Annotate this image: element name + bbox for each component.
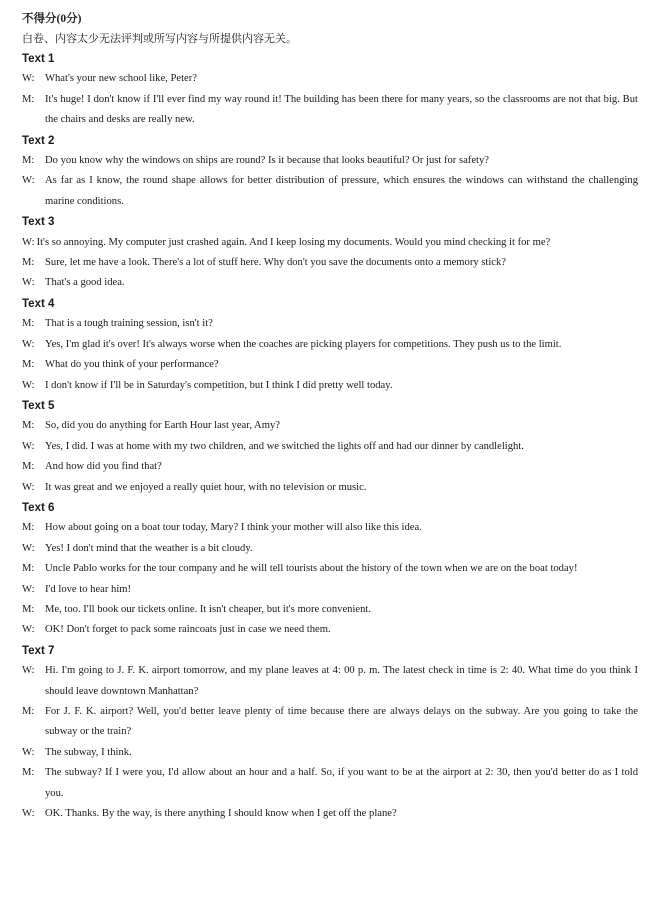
dialogue-line [22, 478, 638, 498]
dialogue-text: Me, too. I'll book our tickets online. It isn't cheaper, but it's more convenient. [45, 603, 371, 615]
dialogue-line [22, 539, 638, 559]
text-title: Text 4 [22, 297, 55, 310]
dialogue-text: Sure, let me have a look. There's a lot of stuff here. Why don't you save the documents onto a memory stick? [45, 257, 506, 269]
text-section [22, 131, 638, 213]
dialogue-line [22, 90, 638, 131]
dialogue-line [22, 233, 638, 253]
speaker-label: W: [22, 440, 35, 452]
text-section [22, 49, 638, 131]
speaker-label: M: [22, 603, 35, 615]
dialogue-text: It's so annoying. My computer just crashed again. And I keep losing my documents. Would you mind checking it for me? [36, 236, 551, 248]
dialogue-text: It's huge! I don't know if I'll ever find my way round it! The building has been there for many years, so the classrooms are not that big. But the chairs and desks are really new. [45, 93, 638, 126]
dialogue-text: Yes, I did. I was at home with my two children, and we switched the lights off and had our dinner by candlelight. [45, 440, 524, 452]
dialogue-line [22, 253, 638, 273]
speaker-label: W: [22, 379, 35, 391]
dialogue-text: As far as I know, the round shape allows for better distribution of pressure, which ensures the windows can withstand the challenging marine conditions. [45, 175, 638, 207]
dialogue-text: And how did you find that? [45, 461, 162, 473]
score-note: 白卷、内容太少无法评判或所写内容与所提供内容无关。 [22, 33, 297, 45]
speaker-label: W: [22, 542, 35, 554]
speaker-label: W: [22, 236, 35, 248]
speaker-label: W: [22, 277, 35, 289]
dialogue-line [22, 559, 638, 579]
speaker-label: W: [22, 481, 35, 493]
speaker-label: W: [22, 583, 35, 595]
dialogue-line [22, 69, 638, 89]
dialogue-line [22, 273, 638, 293]
speaker-label: M: [22, 563, 35, 575]
dialogue-text: What's your new school like, Peter? [45, 73, 197, 85]
dialogue-text: Do you know why the windows on ships are round? Is it because that looks beautiful? Or just for safety? [45, 155, 489, 167]
text-section [22, 396, 638, 498]
speaker-label: W: [22, 746, 35, 758]
dialogue-text: For J. F. K. airport? Well, you'd better leave plenty of time because there are always delays on the subway. Are you going to take the subway or the train? [45, 706, 638, 738]
dialogue-line [22, 171, 638, 212]
text-title: Text 1 [22, 53, 55, 65]
speaker-label: M: [22, 359, 35, 371]
dialogue-text: How about going on a boat tour today, Mary? I think your mother will also like this idea. [45, 522, 422, 534]
text-title: Text 5 [22, 399, 55, 412]
speaker-label: M: [22, 706, 35, 717]
dialogue-line [22, 661, 638, 702]
text-section [22, 498, 638, 641]
dialogue-line [22, 743, 638, 763]
text-section [22, 641, 638, 825]
dialogue-text: Yes! I don't mind that the weather is a bit cloudy. [45, 542, 253, 554]
dialogue-text: So, did you do anything for Earth Hour last year, Amy? [45, 420, 280, 432]
text-title: Text 7 [22, 644, 55, 657]
speaker-label: M: [22, 767, 35, 779]
transcript [22, 49, 638, 824]
dialogue-text: OK. Thanks. By the way, is there anything I should know when I get off the plane? [45, 808, 397, 820]
dialogue-text: The subway, I think. [45, 746, 132, 758]
speaker-label: M: [22, 420, 35, 432]
speaker-label: M: [22, 522, 35, 534]
dialogue-line [22, 620, 638, 640]
dialogue-text: I don't know if I'll be in Saturday's competition, but I think I did pretty well today. [45, 379, 393, 391]
dialogue-line [22, 355, 638, 375]
dialogue-line [22, 600, 638, 620]
speaker-label: W: [22, 73, 35, 85]
dialogue-line [22, 314, 638, 334]
text-section [22, 212, 638, 294]
speaker-label: M: [22, 93, 35, 105]
text-title: Text 2 [22, 134, 55, 147]
speaker-label: W: [22, 175, 35, 187]
speaker-label: W: [22, 624, 35, 636]
speaker-label: M: [22, 461, 35, 473]
dialogue-text: I'd love to hear him! [45, 583, 132, 595]
dialogue-line [22, 416, 638, 436]
dialogue-text: It was great and we enjoyed a really quiet hour, with no television or music. [45, 481, 367, 493]
dialogue-line [22, 702, 638, 743]
speaker-label: W: [22, 338, 35, 350]
dialogue-line [22, 376, 638, 396]
text-title: Text 3 [22, 216, 55, 229]
dialogue-text: Uncle Pablo works for the tour company and he will tell tourists about the history of the town when we are on the boat today! [45, 563, 578, 575]
dialogue-line [22, 763, 638, 804]
dialogue-line [22, 518, 638, 538]
dialogue-text: That's a good idea. [45, 277, 125, 289]
text-title: Text 6 [22, 501, 55, 514]
dialogue-text: What do you think of your performance? [45, 359, 219, 371]
speaker-label: W: [22, 808, 35, 820]
dialogue-text: Yes, I'm glad it's over! It's always worse when the coaches are picking players for competitions. They push us to the limit. [45, 338, 562, 350]
dialogue-line [22, 151, 638, 171]
dialogue-text: That is a tough training session, isn't it? [45, 318, 213, 330]
speaker-label: M: [22, 155, 35, 167]
speaker-label: M: [22, 318, 35, 330]
speaker-label: W: [22, 665, 35, 677]
dialogue-text: Hi. I'm going to J. F. K. airport tomorrow, and my plane leaves at 4: 00 p. m. The latest check in time is 2: 40. What time do you think I should leave downtown Manhattan? [45, 665, 638, 697]
dialogue-text: The subway? If I were you, I'd allow about an hour and a half. So, if you want to be at the airport at 2: 30, then you'd better do as I told you. [45, 767, 638, 799]
text-section [22, 294, 638, 396]
dialogue-line [22, 335, 638, 355]
dialogue-line [22, 437, 638, 457]
dialogue-text: OK! Don't forget to pack some raincoats just in case we need them. [45, 624, 331, 636]
dialogue-line [22, 580, 638, 600]
score-heading: 不得分(0分) [22, 13, 82, 25]
speaker-label: M: [22, 257, 35, 269]
dialogue-line [22, 457, 638, 477]
dialogue-line [22, 804, 638, 824]
